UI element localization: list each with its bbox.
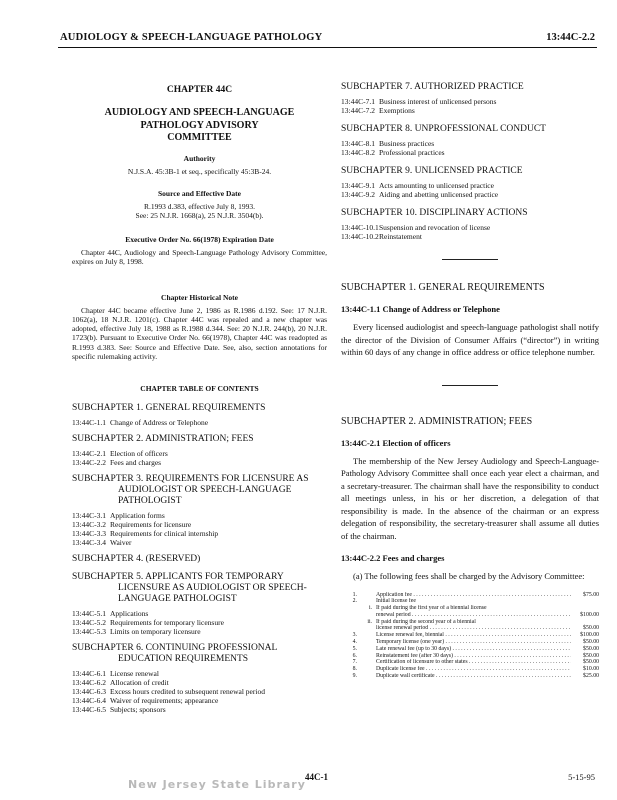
section-2-2-heading: 13:44C-2.2 Fees and charges: [341, 553, 445, 563]
section-divider: [442, 385, 498, 386]
fee-amount: $75.00: [583, 591, 599, 598]
fee-row: [341, 592, 599, 599]
toc-entry: [72, 520, 327, 529]
fee-number: 8.: [352, 666, 357, 673]
toc-entry-title: Application forms: [110, 511, 165, 521]
toc-entry: [72, 669, 327, 678]
header-rule: [58, 47, 597, 48]
fee-number: [341, 605, 362, 612]
fee-number: [341, 619, 362, 626]
fee-row: [341, 666, 599, 673]
fee-number: 3.: [352, 632, 357, 639]
fee-amount: $50.00: [583, 639, 599, 646]
toc-entry-number: 13:44C-3.4: [72, 538, 106, 548]
subchapter-2-title: SUBCHAPTER 2. ADMINISTRATION; FEES: [341, 415, 533, 427]
toc-entry: [341, 139, 599, 148]
right-column: [341, 58, 599, 680]
toc-entry-number: 13:44C-6.5: [72, 705, 106, 715]
fee-description: Certification of licensure to other states . . .: [376, 659, 571, 666]
fee-number: 9.: [352, 673, 357, 680]
left-column: [72, 58, 327, 714]
fee-row: [341, 653, 599, 660]
toc-entry-number: 13:44C-8.1: [341, 139, 375, 148]
fee-row: [341, 625, 599, 632]
toc-entry: [72, 458, 327, 467]
toc-entry: [72, 627, 327, 636]
toc-entry-title: Business interest of unlicensed persons: [379, 97, 497, 106]
toc-items: [341, 223, 599, 241]
section-divider: [442, 259, 498, 260]
section-2-1-body: The membership of the New Jersey Audiology and Speech-Language-Pathology Advisory Committee shall once each year elect a chairman, and a secretary-treasurer. The chairman shall have the responsibility to conduct all meetings unless, in his or her discretion, a delegation of that responsibility is made. In the absence of the chairman or an express delegation of responsibility, the secretary-treasurer shall assume all duties of the chairman.: [341, 455, 599, 541]
toc-entry-title: Change of Address or Telephone: [110, 418, 209, 428]
toc-entry-title: Requirements for clinical internship: [110, 529, 219, 539]
fee-description: Application fee . . .: [376, 592, 571, 599]
fee-description: Temporary license (one year) . . .: [376, 639, 571, 646]
fee-description: License renewal fee, biennial . . .: [376, 632, 571, 639]
toc-entry-number: 13:44C-2.2: [72, 458, 106, 468]
fee-subitem: [362, 639, 376, 646]
toc-entry-number: 13:44C-8.2: [341, 148, 375, 157]
fee-number: 4.: [352, 639, 357, 646]
fee-description: license renewal period . . .: [376, 625, 571, 632]
toc-entry-number: 13:44C-5.2: [72, 618, 106, 628]
toc-entry: [341, 148, 599, 157]
fee-row: [341, 673, 599, 680]
page-number: 44C-1: [305, 772, 328, 782]
fee-number: 6.: [352, 652, 357, 659]
toc-entry-number: 13:44C-10.2: [341, 232, 379, 241]
toc-entry: [341, 190, 599, 199]
fee-number: 5.: [352, 645, 357, 652]
fee-amount: $25.00: [583, 673, 599, 680]
toc-entry-number: 13:44C-6.3: [72, 687, 106, 697]
chapter-title-line: AUDIOLOGY AND SPEECH-LANGUAGE: [104, 107, 295, 118]
toc-entry-title: Allocation of credit: [110, 678, 169, 688]
source-heading: Source and Effective Date: [158, 188, 241, 198]
toc-items: [72, 418, 327, 427]
fee-row: [341, 605, 599, 612]
fee-subitem: [362, 646, 376, 653]
toc-entry-number: 13:44C-6.2: [72, 678, 106, 688]
fee-subitem: i.: [368, 605, 372, 612]
fee-description: If paid during the first year of a biennial license: [376, 605, 487, 612]
fee-number: 1.: [352, 591, 357, 598]
toc-items: [72, 449, 327, 467]
expiration-text: Chapter 44C, Audiology and Speech-Language Pathology Advisory Committee, expires on July 8, 1998.: [72, 247, 327, 266]
historical-note-text: Chapter 44C became effective June 2, 1986 as R.1986 d.192. See: 17 N.J.R. 1062(a), 18 N.J.R. 1201(c). Chapter 44C was repealed and a new chapter was adopted, effective July 18, 1988 as R.1988 d.344. See: 20 N.J.R. 244(b), 20 N.J.R. 1723(b). Pursuant to Executive Order No. 66(1978), Chapter 44C was readopted as R.1993 d.383. See: Source and Effective Date. See, also, section annotations for specific rulemaking activity.: [72, 305, 327, 361]
fee-subitem: [362, 653, 376, 660]
toc-entry-title: Exemptions: [379, 106, 415, 115]
expiration-heading: Executive Order No. 66(1978) Expiration Date: [125, 234, 274, 244]
toc-entry-number: 13:44C-6.1: [72, 669, 106, 679]
subchapter-1-title: SUBCHAPTER 1. GENERAL REQUIREMENTS: [341, 282, 545, 293]
toc-entry-title: Requirements for licensure: [110, 520, 192, 530]
toc-entry: [72, 529, 327, 538]
toc-entry-title: Excess hours credited to subsequent renewal period: [110, 687, 265, 697]
toc-subchapter-title: SUBCHAPTER 5. APPLICANTS FOR TEMPORARY LICENSURE AS AUDIOLOGIST OR SPEECH-LANGUAGE PATHOLOGIST: [72, 572, 307, 605]
toc-items: [341, 181, 599, 199]
toc-entry-title: Waiver: [110, 538, 132, 548]
toc-entry: [72, 609, 327, 618]
toc-entry: [341, 232, 599, 241]
fee-subitem: [362, 598, 376, 605]
fee-subitem: [362, 625, 376, 632]
fee-row: [341, 612, 599, 619]
fee-row: [341, 598, 599, 605]
fee-description: If paid during the second year of a biennial: [376, 618, 476, 625]
toc-entry-title: Waiver of requirements; appearance: [110, 696, 219, 706]
toc-entry: [341, 97, 599, 106]
fee-row: [341, 646, 599, 653]
toc-entry-title: Requirements for temporary licensure: [110, 618, 224, 628]
toc-entry-number: 13:44C-7.1: [341, 97, 375, 106]
fee-description: Duplicate license fee . . .: [376, 666, 571, 673]
fee-subitem: [362, 666, 376, 673]
fee-subitem: [362, 632, 376, 639]
toc-entry-number: 13:44C-10.1: [341, 223, 379, 232]
fee-amount: $50.00: [583, 652, 599, 659]
toc-entry-number: 13:44C-5.1: [72, 609, 106, 619]
toc-entry: [72, 418, 327, 427]
fee-description: Late renewal fee (up to 30 days) . . .: [376, 646, 571, 653]
toc-entry-number: 13:44C-6.4: [72, 696, 106, 706]
toc-entry: [72, 618, 327, 627]
fee-amount: $50.00: [583, 625, 599, 632]
fee-amount: [571, 605, 599, 612]
section-2-1-heading: 13:44C-2.1 Election of officers: [341, 437, 451, 448]
toc-entry: [72, 696, 327, 705]
toc-subchapter-title: SUBCHAPTER 1. GENERAL REQUIREMENTS: [72, 403, 266, 414]
toc-entry-number: 13:44C-3.2: [72, 520, 106, 530]
fee-subitem: [362, 592, 376, 599]
chapter-title-line: PATHOLOGY ADVISORY: [140, 119, 259, 131]
fee-description: Duplicate wall certificate . . .: [376, 673, 571, 680]
toc-items: [341, 97, 599, 115]
fee-number: [341, 612, 362, 619]
toc-entry-title: Subjects; sponsors: [110, 705, 166, 715]
toc-entry: [341, 181, 599, 190]
fee-amount: $50.00: [583, 645, 599, 652]
running-header-right: 13:44C-2.2: [546, 32, 595, 43]
toc-items: [72, 669, 327, 714]
toc-entry: [72, 678, 327, 687]
toc-subchapter-title: SUBCHAPTER 7. AUTHORIZED PRACTICE: [341, 82, 524, 92]
fee-amount: $10.00: [583, 666, 599, 673]
chapter-number: CHAPTER 44C: [166, 85, 233, 95]
historical-note-heading: Chapter Historical Note: [161, 292, 238, 302]
authority-text: N.J.S.A. 45:3B-1 et seq., specifically 45:3B-24.: [127, 166, 272, 176]
toc-subchapter-title: SUBCHAPTER 6. CONTINUING PROFESSIONAL EDUCATION REQUIREMENTS: [72, 643, 277, 665]
toc-entry-number: 13:44C-2.1: [72, 449, 106, 459]
authority-heading: Authority: [183, 153, 216, 163]
source-line: R.1993 d.383, effective July 8, 1993.: [143, 201, 256, 211]
fee-row: [341, 639, 599, 646]
fee-amount: $100.00: [580, 632, 599, 639]
toc-subchapter-title: SUBCHAPTER 3. REQUIREMENTS FOR LICENSURE AS AUDIOLOGIST OR SPEECH-LANGUAGE PATHOLOGIST: [72, 474, 309, 507]
fee-schedule: [341, 592, 599, 680]
toc-entry-title: Limits on temporary licensure: [110, 627, 201, 637]
toc-entry: [341, 106, 599, 115]
toc-subchapter-title: SUBCHAPTER 8. UNPROFESSIONAL CONDUCT: [341, 124, 546, 134]
toc-entry-title: Election of officers: [110, 449, 168, 459]
toc-subchapter-title: SUBCHAPTER 9. UNLICENSED PRACTICE: [341, 166, 523, 176]
section-2-2-body: (a) The following fees shall be charged by the Advisory Committee:: [353, 571, 585, 581]
fee-number: [341, 625, 362, 632]
toc-subchapter-title: SUBCHAPTER 4. (RESERVED): [72, 554, 201, 565]
revision-date: 5-15-95: [568, 772, 595, 782]
toc-entry: [72, 538, 327, 547]
fee-subitem: [362, 659, 376, 666]
toc-subchapter-title: SUBCHAPTER 10. DISCIPLINARY ACTIONS: [341, 208, 528, 218]
fee-subitem: ii.: [367, 618, 372, 625]
fee-description: renewal period . . .: [376, 612, 571, 619]
toc-entry-number: 13:44C-7.2: [341, 106, 375, 115]
fee-row: [341, 659, 599, 666]
fee-amount: [571, 598, 599, 605]
toc-entry: [72, 705, 327, 714]
section-1-1-heading: 13:44C-1.1 Change of Address or Telephone: [341, 304, 500, 314]
toc-entry-title: License renewal: [110, 669, 159, 679]
chapter-title: [72, 107, 327, 145]
toc-entry: [72, 449, 327, 458]
toc-heading: CHAPTER TABLE OF CONTENTS: [140, 384, 259, 394]
table-of-contents-continued: [341, 82, 599, 241]
running-header-left: AUDIOLOGY & SPEECH-LANGUAGE PATHOLOGY: [60, 32, 323, 43]
library-stamp: New Jersey State Library: [128, 778, 306, 791]
toc-entry-number: 13:44C-9.2: [341, 190, 375, 199]
fee-amount: $100.00: [580, 611, 599, 618]
fee-amount: $50.00: [583, 659, 599, 666]
toc-items: [72, 511, 327, 547]
toc-entry-title: Applications: [110, 609, 149, 619]
toc-items: [72, 609, 327, 636]
fee-description: Reinstatement fee (after 30 days) . . .: [376, 653, 571, 660]
toc-entry-title: Reinstatement: [379, 232, 422, 241]
toc-entry-title: Business practices: [379, 139, 435, 148]
fee-row: [341, 619, 599, 626]
toc-entry-number: 13:44C-9.1: [341, 181, 375, 190]
toc-entry: [341, 223, 599, 232]
toc-entry-number: 13:44C-1.1: [72, 418, 106, 428]
fee-subitem: [362, 612, 376, 619]
toc-entry-title: Fees and charges: [110, 458, 162, 468]
source-line: See: 25 N.J.R. 1668(a), 25 N.J.R. 3504(b).: [135, 211, 264, 220]
toc-entry-title: Aiding and abetting unlicensed practice: [379, 190, 499, 199]
fee-number: 7.: [352, 659, 357, 666]
toc-entry: [72, 511, 327, 520]
toc-subchapter-title: SUBCHAPTER 2. ADMINISTRATION; FEES: [72, 434, 254, 445]
fee-description: Initial license fee: [376, 598, 416, 605]
toc-entry-number: 13:44C-5.3: [72, 627, 106, 637]
toc-entry: [72, 687, 327, 696]
chapter-title-line: COMMITTEE: [167, 132, 232, 143]
toc-entry-number: 13:44C-3.1: [72, 511, 106, 521]
toc-entry-title: Suspension and revocation of license: [379, 223, 491, 232]
toc-entry-number: 13:44C-3.3: [72, 529, 106, 539]
fee-number: 2.: [352, 598, 357, 605]
fee-subitem: [362, 673, 376, 680]
fee-row: [341, 632, 599, 639]
table-of-contents: [72, 403, 327, 714]
toc-entry-title: Acts amounting to unlicensed practice: [379, 181, 494, 190]
toc-entry-title: Professional practices: [379, 148, 445, 157]
section-1-1-body: Every licensed audiologist and speech-language pathologist shall notify the director of the Division of Consumer Affairs (“director”) in writing within 60 days of any change in office address or office telephone number.: [341, 322, 599, 357]
toc-items: [341, 139, 599, 157]
